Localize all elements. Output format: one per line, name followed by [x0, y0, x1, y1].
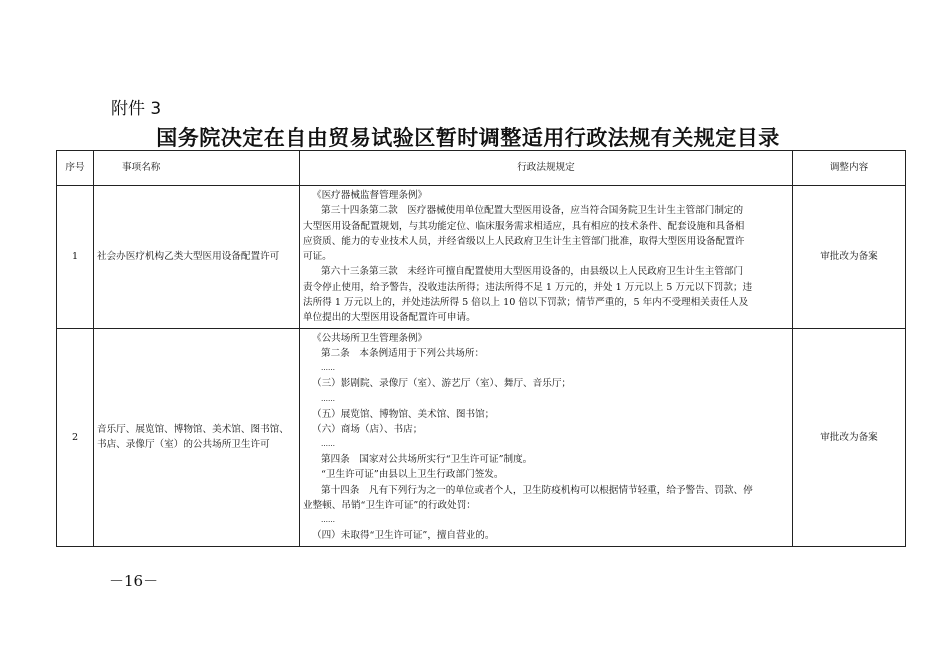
regulation-line: 第四条 国家对公共场所实行“卫生许可证”制度。	[321, 454, 533, 466]
regulation-line: 应资质、能力的专业技术人员，并经省级以上人民政府卫生计生主管部门批准，取得大型医用设备配置许	[303, 235, 745, 247]
row-number: 2	[57, 328, 94, 546]
column-header-item: 事项名称	[94, 151, 300, 186]
regulation-line: （六）商场（店）、书店；	[312, 423, 423, 435]
regulation-text	[300, 186, 793, 329]
regulation-line: 第二条 本条例适用于下列公共场所：	[321, 347, 485, 359]
table-row	[57, 328, 906, 546]
item-name: 社会办医疗机构乙类大型医用设备配置许可	[94, 186, 300, 329]
adjustment-content: 审批改为备案	[793, 186, 906, 329]
regulation-line: 大型医用设备配置规划，与其功能定位、临床服务需求相适应，具有相应的技术条件、配套设施和具备相	[303, 220, 745, 232]
page-number: －16－	[109, 572, 159, 590]
item-name: 音乐厅、展览馆、博物馆、美术馆、图书馆、书店、录像厅（室）的公共场所卫生许可	[94, 328, 300, 546]
regulation-line: 法所得 1 万元以上的，并处违法所得 5 倍以上 10 倍以下罚款；情节严重的，5 年内不受理相关责任人及	[303, 297, 749, 309]
column-header-regulation: 行政法规规定	[300, 151, 793, 186]
regulation-line: ……	[321, 516, 335, 525]
regulation-line: 业整顿、吊销“卫生许可证”的行政处罚：	[303, 500, 476, 512]
regulation-line: ……	[321, 440, 335, 449]
adjustment-content: 审批改为备案	[793, 328, 906, 546]
regulation-line: 第三十四条第二款 医疗器械使用单位配置大型医用设备，应当符合国务院卫生计生主管部门制定的	[321, 205, 744, 217]
regulation-line: “卫生许可证”由县以上卫生行政部门签发。	[321, 469, 504, 481]
regulation-line: 《医疗器械监督管理条例》	[312, 190, 428, 201]
row-number: 1	[57, 186, 94, 329]
regulation-text	[300, 328, 793, 546]
table-row	[57, 186, 906, 329]
regulation-line: 可证。	[303, 251, 332, 263]
regulation-line: 《公共场所卫生管理条例》	[312, 332, 428, 344]
regulation-line: 第十四条 凡有下列行为之一的单位或者个人，卫生防疫机构可以根据情节轻重，给予警告、罚款、停	[321, 484, 753, 496]
table-body	[57, 186, 906, 547]
regulation-line: （五）展览馆、博物馆、美术馆、图书馆；	[312, 408, 495, 420]
regulation-line: （三）影剧院、录像厅（室）、游艺厅（室）、舞厅、音乐厅；	[312, 378, 572, 390]
regulation-table	[56, 150, 906, 547]
regulation-line: ……	[321, 364, 335, 373]
attachment-label: 附件 3	[111, 99, 162, 119]
document-title: 国务院决定在自由贸易试验区暂时调整适用行政法规有关规定目录	[156, 125, 780, 150]
regulation-line: 第六十三条第三款 未经许可擅自配置使用大型医用设备的，由县级以上人民政府卫生计生主管部门	[321, 266, 744, 278]
regulation-line: 单位提出的大型医用设备配置许可申请。	[303, 312, 476, 324]
regulation-line: 责令停止使用，给予警告，没收违法所得；违法所得不足 1 万元的，并处 1 万元以上 5 万元以下罚款；违	[303, 281, 753, 293]
column-header-no: 序号	[57, 151, 94, 186]
column-header-adjustment: 调整内容	[793, 151, 906, 186]
regulation-line: （四）未取得“卫生许可证”，擅自营业的。	[312, 530, 495, 542]
table-header-row	[57, 151, 906, 186]
regulation-line: ……	[321, 394, 335, 403]
